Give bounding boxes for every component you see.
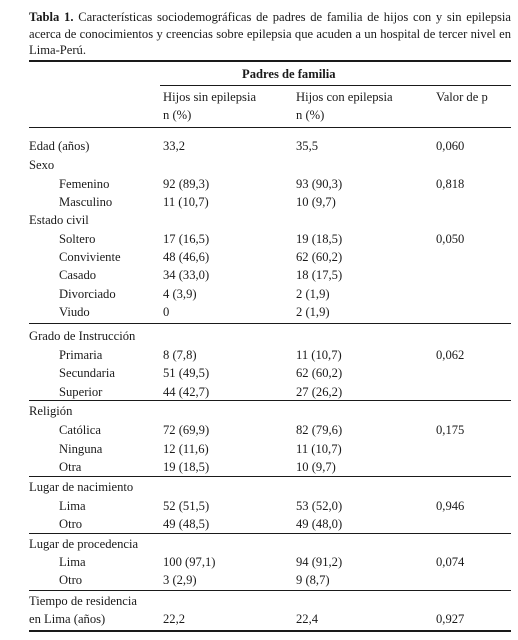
row-label: Religión: [29, 404, 73, 418]
cell-valor-p: 0,062: [436, 348, 465, 362]
cell-hijos-sin-epilepsia: 11 (10,7): [163, 195, 209, 209]
row-label: Otro: [59, 573, 83, 587]
cell-hijos-sin-epilepsia: 19 (18,5): [163, 460, 210, 474]
row-label: Primaria: [59, 348, 103, 362]
cell-valor-p: 0,050: [436, 232, 465, 246]
bottom-rule: [29, 630, 511, 632]
row-label: Sexo: [29, 158, 55, 172]
cell-valor-p: 0,060: [436, 139, 465, 153]
cell-hijos-con-epilepsia: 62 (60,2): [296, 366, 343, 380]
group-separator: [29, 590, 511, 591]
row-label: Tiempo de residencia: [29, 594, 137, 608]
row-label: en Lima (años): [29, 612, 106, 626]
cell-hijos-sin-epilepsia: 48 (46,6): [163, 250, 210, 264]
cell-hijos-con-epilepsia: 19 (18,5): [296, 232, 343, 246]
col2-header: Hijos con epilepsia: [296, 90, 393, 104]
row-label: Grado de Instrucción: [29, 329, 136, 343]
group-separator: [29, 323, 511, 324]
cell-hijos-sin-epilepsia: 49 (48,5): [163, 517, 210, 531]
col1-header-unit: n (%): [163, 108, 192, 122]
row-label: Conviviente: [59, 250, 121, 264]
cell-hijos-con-epilepsia: 22,4: [296, 612, 319, 626]
col1-header: Hijos sin epilepsia: [163, 90, 257, 104]
row-label: Estado civil: [29, 213, 89, 227]
cell-hijos-con-epilepsia: 94 (91,2): [296, 555, 343, 569]
cell-valor-p: 0,175: [436, 423, 465, 437]
cell-hijos-sin-epilepsia: 4 (3,9): [163, 287, 197, 301]
cell-hijos-sin-epilepsia: 0: [163, 305, 170, 319]
row-label: Soltero: [59, 232, 96, 246]
row-label: Superior: [59, 385, 103, 399]
col3-header: Valor de p: [436, 90, 488, 104]
row-label: Viudo: [59, 305, 90, 319]
row-label: Ninguna: [59, 442, 103, 456]
header-rule: [29, 127, 511, 128]
cell-hijos-con-epilepsia: 27 (26,2): [296, 385, 343, 399]
cell-valor-p: 0,927: [436, 612, 465, 626]
cell-valor-p: 0,818: [436, 177, 465, 191]
cell-hijos-sin-epilepsia: 92 (89,3): [163, 177, 210, 191]
group-separator: [29, 400, 511, 401]
cell-hijos-sin-epilepsia: 52 (51,5): [163, 499, 210, 513]
cell-hijos-con-epilepsia: 18 (17,5): [296, 268, 343, 282]
cell-hijos-con-epilepsia: 10 (9,7): [296, 460, 336, 474]
row-label: Católica: [59, 423, 101, 437]
cell-hijos-sin-epilepsia: 12 (11,6): [163, 442, 209, 456]
cell-hijos-sin-epilepsia: 3 (2,9): [163, 573, 197, 587]
row-label: Lugar de nacimiento: [29, 480, 134, 494]
row-label: Masculino: [59, 195, 113, 209]
row-label: Femenino: [59, 177, 110, 191]
row-label: Lugar de procedencia: [29, 537, 139, 551]
group-separator: [29, 476, 511, 477]
row-label: Edad (años): [29, 139, 90, 153]
cell-hijos-con-epilepsia: 11 (10,7): [296, 442, 342, 456]
cell-hijos-sin-epilepsia: 22,2: [163, 612, 186, 626]
cell-hijos-sin-epilepsia: 72 (69,9): [163, 423, 210, 437]
cell-hijos-con-epilepsia: 82 (79,6): [296, 423, 343, 437]
cell-hijos-con-epilepsia: 93 (90,3): [296, 177, 343, 191]
cell-hijos-con-epilepsia: 53 (52,0): [296, 499, 343, 513]
cell-hijos-con-epilepsia: 10 (9,7): [296, 195, 336, 209]
row-label: Lima: [59, 555, 86, 569]
row-label: Divorciado: [59, 287, 116, 301]
row-label: Otro: [59, 517, 83, 531]
top-rule: [29, 60, 511, 62]
cell-hijos-sin-epilepsia: 17 (16,5): [163, 232, 210, 246]
cell-valor-p: 0,074: [436, 555, 465, 569]
cell-hijos-sin-epilepsia: 34 (33,0): [163, 268, 210, 282]
cell-hijos-sin-epilepsia: 44 (42,7): [163, 385, 210, 399]
group-header: Padres de familia: [242, 67, 336, 81]
cell-hijos-con-epilepsia: 9 (8,7): [296, 573, 330, 587]
cell-hijos-sin-epilepsia: 100 (97,1): [163, 555, 216, 569]
cell-hijos-con-epilepsia: 62 (60,2): [296, 250, 343, 264]
cell-valor-p: 0,946: [436, 499, 465, 513]
col2-header-unit: n (%): [296, 108, 325, 122]
row-label: Secundaria: [59, 366, 115, 380]
row-label: Otra: [59, 460, 82, 474]
table-caption-text: Características sociodemográficas de padres de familia de hijos con y sin epilepsia acerca de conocimientos y creencias sobre epilepsia que acuden a un hospital de tercer nivel en Lima-Perú.: [29, 10, 511, 57]
group-header-rule: [160, 85, 511, 86]
cell-hijos-con-epilepsia: 49 (48,0): [296, 517, 343, 531]
cell-hijos-con-epilepsia: 11 (10,7): [296, 348, 342, 362]
cell-hijos-sin-epilepsia: 51 (49,5): [163, 366, 210, 380]
row-label: Casado: [59, 268, 97, 282]
row-label: Lima: [59, 499, 86, 513]
cell-hijos-con-epilepsia: 2 (1,9): [296, 305, 330, 319]
table-caption-label: Tabla 1.: [29, 10, 74, 24]
cell-hijos-con-epilepsia: 2 (1,9): [296, 287, 330, 301]
cell-hijos-con-epilepsia: 35,5: [296, 139, 319, 153]
group-separator: [29, 533, 511, 534]
cell-hijos-sin-epilepsia: 33,2: [163, 139, 186, 153]
table-caption: [29, 9, 511, 59]
cell-hijos-sin-epilepsia: 8 (7,8): [163, 348, 197, 362]
